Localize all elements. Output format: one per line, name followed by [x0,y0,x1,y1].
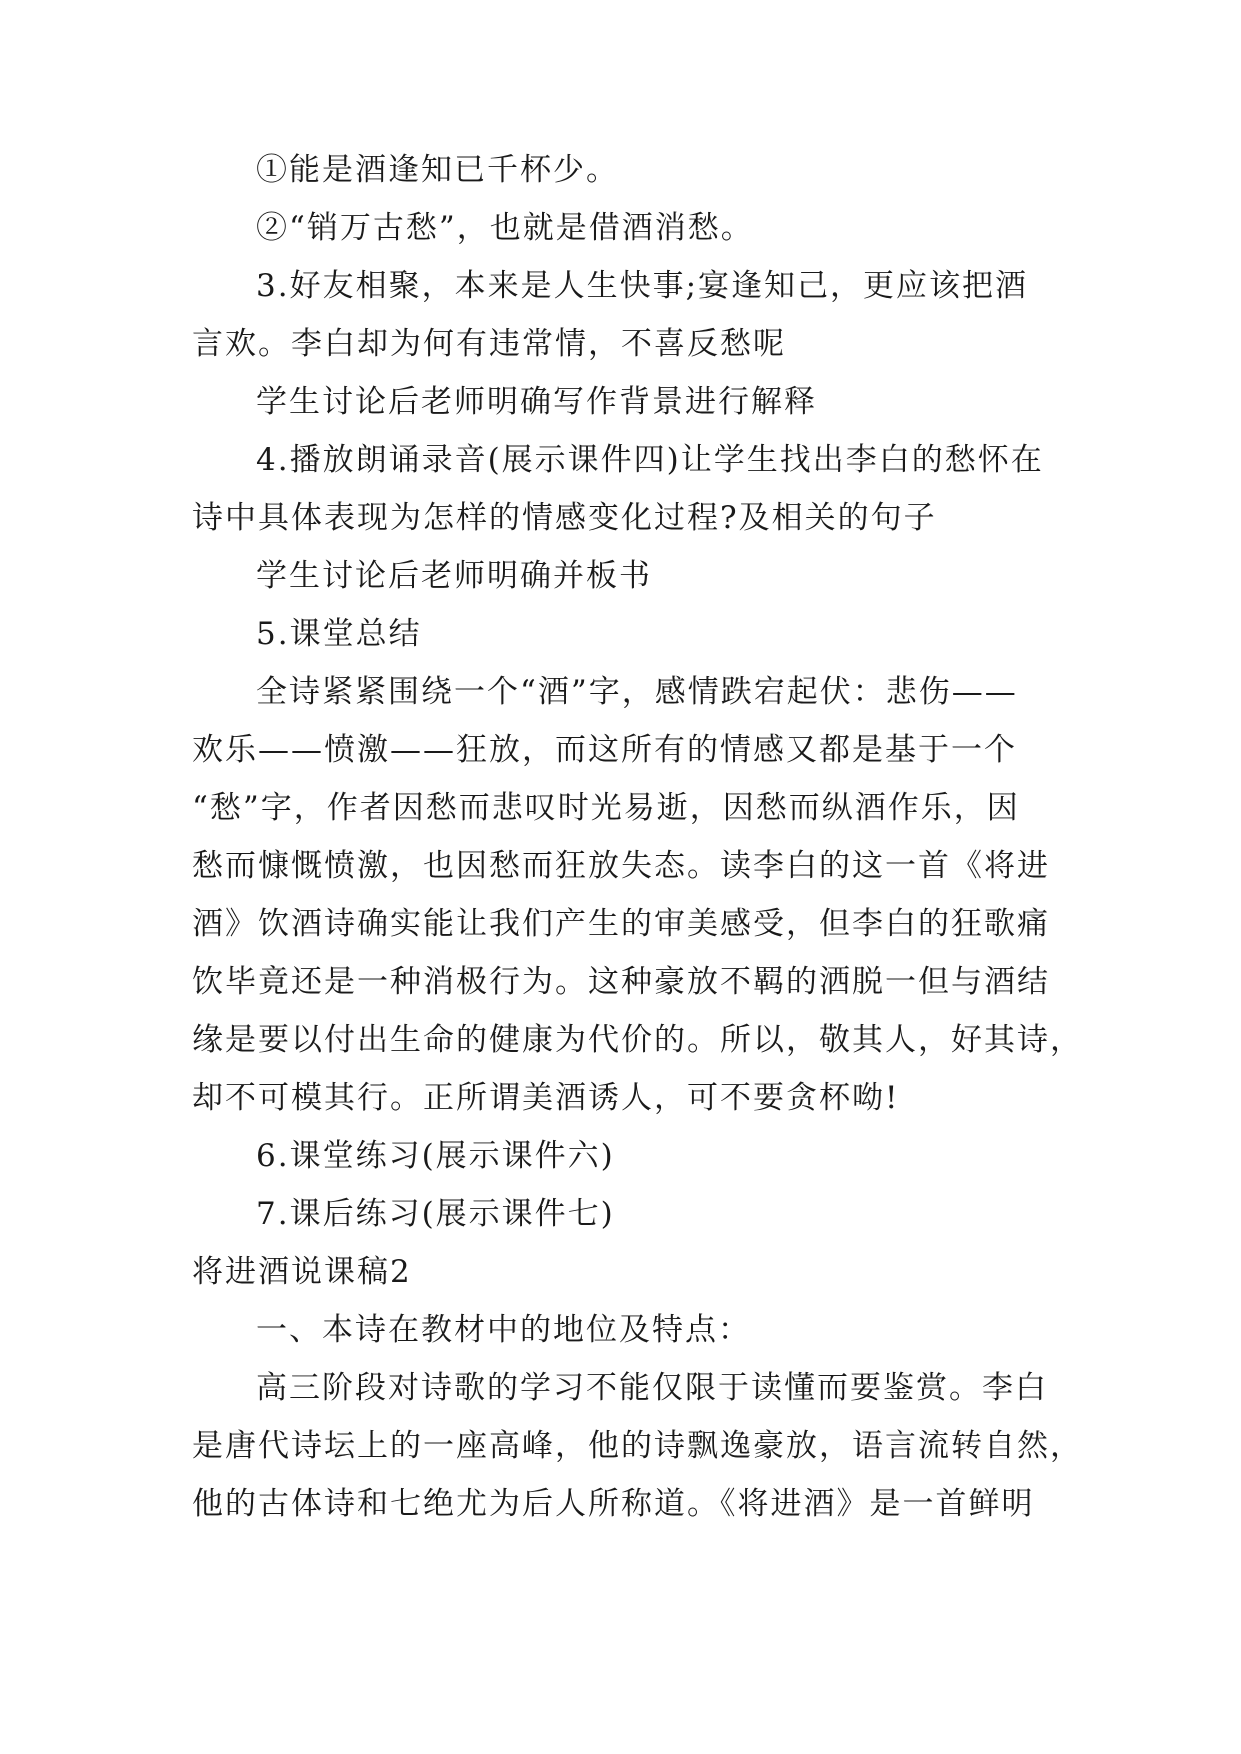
text-line: 言欢。李白却为何有违常情，不喜反愁呢 [192,326,786,362]
text-line: 酒》饮酒诗确实能让我们产生的审美感受，但李白的狂歌痛 [192,906,1050,942]
text-line: 全诗紧紧围绕一个“酒”字，感情跌宕起伏：悲伤—— [256,674,1018,710]
text-line: 饮毕竟还是一种消极行为。这种豪放不羁的洒脱一但与酒结 [192,964,1050,1000]
text-line: 4.播放朗诵录音(展示课件四)让学生找出李白的愁怀在 [256,442,1044,478]
text-line: ①能是酒逢知已千杯少。 [256,152,619,188]
text-line: 一、本诗在教材中的地位及特点： [256,1312,751,1348]
text-line: 是唐代诗坛上的一座高峰，他的诗飘逸豪放，语言流转自然， [192,1428,1083,1464]
text-line: 学生讨论后老师明确并板书 [256,558,652,594]
text-line: 5.课堂总结 [256,616,422,652]
text-line: 缘是要以付出生命的健康为代价的。所以，敬其人，好其诗， [192,1022,1083,1058]
text-line: 高三阶段对诗歌的学习不能仅限于读懂而要鉴赏。李白 [256,1370,1048,1406]
text-line: 6.课堂练习(展示课件六) [256,1138,615,1174]
text-line: 7.课后练习(展示课件七) [256,1196,615,1232]
text-line: 愁而慷慨愤激，也因愁而狂放失态。读李白的这一首《将进 [192,848,1050,884]
text-line: 他的古体诗和七绝尤为后人所称道。《将进酒》是一首鲜明 [192,1486,1035,1522]
text-line: 3.好友相聚，本来是人生快事;宴逢知己，更应该把酒 [256,268,1029,304]
text-line: ②“销万古愁”，也就是借酒消愁。 [256,210,754,246]
text-line: 学生讨论后老师明确写作背景进行解释 [256,384,817,420]
text-line: “愁”字，作者因愁而悲叹时光易逝，因愁而纵酒作乐，因 [192,790,1020,826]
text-line: 欢乐——愤激——狂放，而这所有的情感又都是基于一个 [192,732,1017,768]
text-line: 诗中具体表现为怎样的情感变化过程?及相关的句子 [192,500,937,536]
section-heading: 将进酒说课稿2 [192,1254,412,1290]
text-line: 却不可模其行。正所谓美酒诱人，可不要贪杯呦! [192,1080,900,1116]
